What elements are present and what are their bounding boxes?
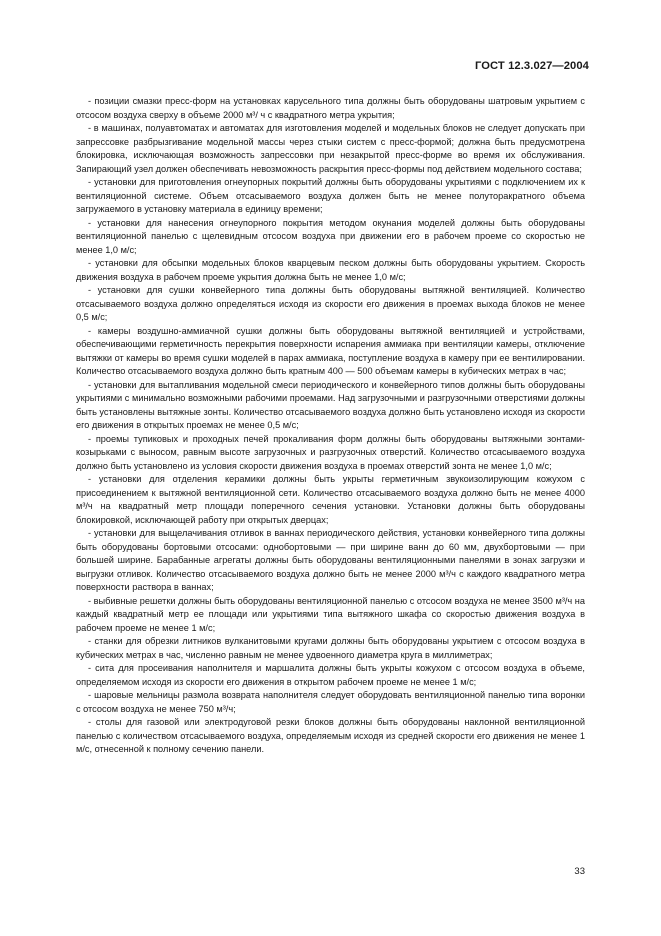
page-number: 33 bbox=[574, 866, 585, 877]
paragraph: - позиции смазки пресс-форм на установках карусельного типа должны быть оборудованы шатровым укрытием с отсосом воздуха сверху в объеме 2000 м³/ ч с квадратного метра укрытия; bbox=[76, 96, 585, 120]
paragraph: - установки для отделения керамики должны быть укрыты герметичным звукоизолирующим кожухом с присоединением к вытяжной вентиляционной сети. Количество отсасываемого воздуха должно быть не менее 4000 м³/ч на квадратный метр площади поперечного сечения установки. Установки должны быть оборудованы блокировкой, исключающей работу при открытых дверцах; bbox=[76, 474, 585, 525]
paragraph: - установки для приготовления огнеупорных покрытий должны быть оборудованы укрытиями с подключением их к вентиляционной системе. Объем отсасываемого воздуха должен быть не менее полуторакратного объема загружаемого в установку материала в единицу времени; bbox=[76, 177, 585, 214]
document-body bbox=[76, 95, 585, 757]
paragraph: - установки для вытапливания модельной смеси периодического и конвейерного типов должны быть оборудованы укрытиями с минимально возможными рабочими проемами. Над загрузочными и разгрузочными отверстиями должны быть установлены вытяжные зонты. Количество отсасываемого воздуха должно быть установлено исходя из скорости его движения в открытых проемах не менее 0,5 м/с; bbox=[76, 379, 585, 430]
paragraph: - выбивные решетки должны быть оборудованы вентиляционной панелью с отсосом воздуха не менее 3500 м³/ч на каждый квадратный метр ее площади или укрытиями типа вытяжного шкафа со скоростью движения воздуха в рабочем проеме не менее 1 м/с; bbox=[76, 595, 585, 633]
paragraph: - столы для газовой или электродуговой резки блоков должны быть оборудованы наклонной вентиляционной панелью с количеством отсасываемого воздуха, определяемым исходя из средней скорости его движения не менее 1 м/с, отнесенной к полному сечению панели. bbox=[76, 717, 585, 754]
paragraph: - установки для обсыпки модельных блоков кварцевым песком должны быть оборудованы укрытием. Скорость движения воздуха в рабочем проеме укрытия должна быть не менее 1,0 м/с; bbox=[76, 258, 585, 282]
standard-designation: ГОСТ 12.3.027—2004 bbox=[474, 60, 589, 72]
paragraph: - камеры воздушно-аммиачной сушки должны быть оборудованы вытяжной вентиляцией и устройствами, обеспечивающими герметичность перекрытия поверхности испарения аммиака при вентиляции камеры, отключение вытяжки от камеры во время сушки моделей в парах аммиака, поступление воздуха в камеру при ее вентилировании. Количество отсасываемого воздуха должно быть кратным 400 — 500 объемам камеры в кубических метрах в час; bbox=[76, 325, 585, 376]
paragraph: - проемы тупиковых и проходных печей прокаливания форм должны быть оборудованы вытяжными зонтами-козырьками с выносом, равным высоте загрузочных и разгрузочных отверстий. Количество отсасываемого воздуха должно быть установлено из условия скорости движения воздуха в проемах отверстий зонта не менее 1,0 м/с; bbox=[76, 433, 585, 471]
paragraph: - в машинах, полуавтоматах и автоматах для изготовления моделей и модельных блоков не следует допускать при запрессовке разбрызгивание модельной массы через стыки систем с пресс-формой; должна быть предусмотрена блокировка, исключающая возможность запрессовки при незакрытой пресс-форме во время их обслуживания. Запирающий узел должен обеспечивать невозможность раскрытия пресс-формы под действием модельного состава; bbox=[76, 123, 585, 174]
paragraph: - установки для сушки конвейерного типа должны быть оборудованы вытяжной вентиляцией. Количество отсасываемого воздуха должно определяться исходя из скорости его движения в проемах выхода блоков не менее 0,5 м/с; bbox=[76, 285, 585, 322]
paragraph: - сита для просеивания наполнителя и маршалита должны быть укрыты кожухом с отсосом воздуха в объеме, определяемом исходя из скорости его движения в открытом рабочем проеме не менее 1 м/с; bbox=[76, 663, 585, 687]
paragraph: - станки для обрезки литников вулканитовыми кругами должны быть оборудованы укрытием с отсосом воздуха в кубических метрах в час, численно равным не менее удвоенного диаметра круга в миллиметрах; bbox=[76, 636, 585, 660]
paragraph: - установки для нанесения огнеупорного покрытия методом окунания моделей должны быть оборудованы вентиляционной панелью с щелевидным отсосом воздуха при движении его в рабочем проеме со скоростью не менее 1,0 м/с; bbox=[76, 217, 585, 255]
paragraph: - шаровые мельницы размола возврата наполнителя следует оборудовать вентиляционной панелью типа воронки с отсосом воздуха не менее 750 м³/ч; bbox=[76, 690, 585, 714]
paragraph: - установки для выщелачивания отливок в ваннах периодического действия, установки конвейерного типа должны быть оборудованы бортовыми отсосами: однобортовыми — при ширине ванн до 60 мм, двухбортовыми — при большей ширине. Барабанные агрегаты должны быть оборудованы вентиляционными панелями в зонах загрузки и выгрузки отливок. Количество отсасываемого воздуха должно быть не менее 2000 м³/ч с каждого квадратного метра поверхности раствора в ваннах; bbox=[76, 528, 585, 592]
